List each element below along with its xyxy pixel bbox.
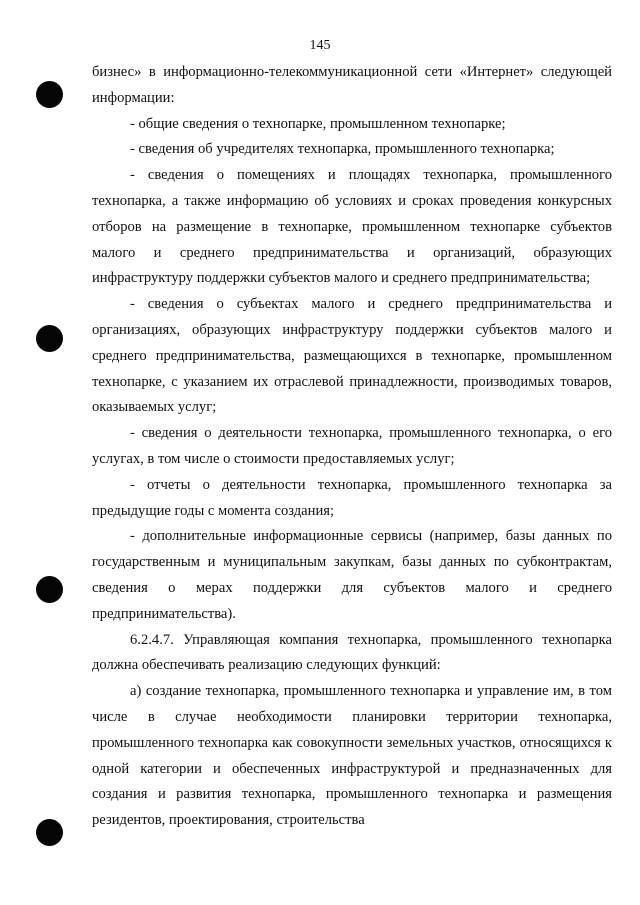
body-text: [92, 60, 612, 834]
paragraph-6: - отчеты о деятельности технопарка, промышленного технопарка за предыдущие годы с момента создания;: [92, 476, 612, 519]
paragraph-0: бизнес» в информационно-телекоммуникационной сети «Интернет» следующей информации:: [92, 64, 612, 106]
punch-hole-top: [36, 81, 63, 108]
paragraph-9: а) создание технопарка, промышленного технопарка и управление им, в том числе в случае необходимости планировки территории технопарка, промышленного технопарка как совокупности земельных участков, относящихся к одной категории и обеспеченных инфраструктурой и предназначенных для создания и развития технопарка, промышленного технопарка и размещения резидентов, проектирования, строительства: [92, 683, 612, 829]
paragraph-2: - сведения об учредителях технопарка, промышленного технопарка;: [130, 141, 555, 158]
punch-hole-lower-middle: [36, 576, 63, 603]
paragraph-7: - дополнительные информационные сервисы (например, базы данных по государственным и муниципальным закупкам, базы данных по субконтрактам, сведения о мерах поддержки для субъектов малого и среднего предпринимательства).: [92, 528, 612, 622]
paragraph-3: - сведения о помещениях и площадях технопарка, промышленного технопарка, а также информацию об условиях и сроках проведения конкурсных отборов на размещение в технопарке, промышленном технопарке субъектов малого и среднего предпринимательства и организаций, образующих инфраструктуру поддержки субъектов малого и среднего предпринимательства;: [92, 167, 612, 287]
paragraph-8: 6.2.4.7. Управляющая компания технопарка, промышленного технопарка должна обеспечивать реализацию следующих функций:: [92, 631, 612, 674]
page-number: 145: [309, 38, 331, 53]
paragraph-5: - сведения о деятельности технопарка, промышленного технопарка, о его услугах, в том числе о стоимости предоставляемых услуг;: [92, 425, 612, 467]
paragraph-4: - сведения о субъектах малого и среднего предпринимательства и организациях, образующих инфраструктуру поддержки субъектов малого и среднего предпринимательства, размещающихся в технопарке, промышленном технопарке, с указанием их отраслевой принадлежности, производимых товаров, оказываемых услуг;: [92, 296, 612, 416]
punch-hole-upper-middle: [36, 325, 63, 352]
paragraph-1: - общие сведения о технопарке, промышленном технопарке;: [130, 115, 506, 132]
punch-hole-bottom: [36, 819, 63, 846]
